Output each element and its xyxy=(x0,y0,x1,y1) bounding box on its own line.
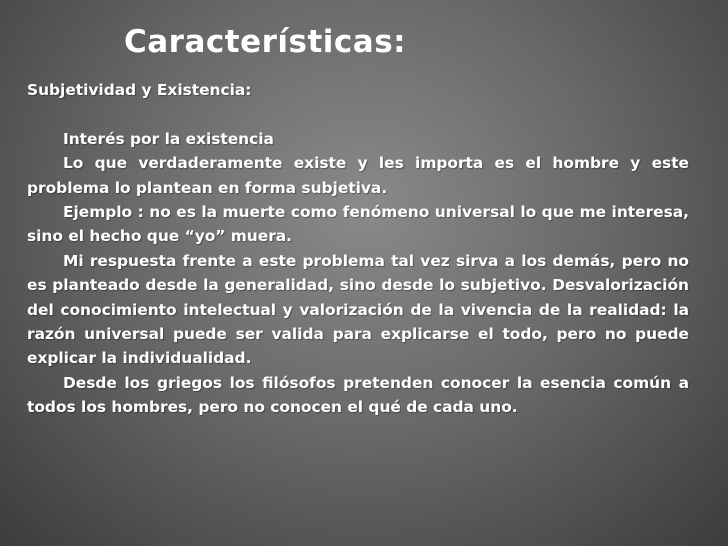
paragraph-response: Mi respuesta frente a este problema tal vez sirva a los demás, pero no es planteado desde la generalidad, sino desde lo subjetivo. Desvalorización del conocimiento intelectual y valorización de la vivencia de la realidad: la razón universal puede ser valida para explicarse el todo, pero no puede explicar la individualidad. xyxy=(27,251,689,368)
paragraph-example: Ejemplo : no es la muerte como fenómeno universal lo que me interesa, sino el hecho que “yo” muera. xyxy=(27,203,689,246)
paragraph-greeks: Desde los griegos los filósofos pretenden conocer la esencia común a todos los hombres, pero no conocen el qué de cada uno. xyxy=(27,373,689,417)
section-subtitle: Subjetividad y Existencia: xyxy=(27,81,252,99)
paragraph-interest: Interés por la existencia xyxy=(63,129,274,148)
paragraph-what-exists: Lo que verdaderamente existe y les importa es el hombre y este problema lo plantean en forma subjetiva. xyxy=(27,154,689,197)
slide-title: Características: xyxy=(124,24,407,60)
slide-body xyxy=(27,78,689,420)
